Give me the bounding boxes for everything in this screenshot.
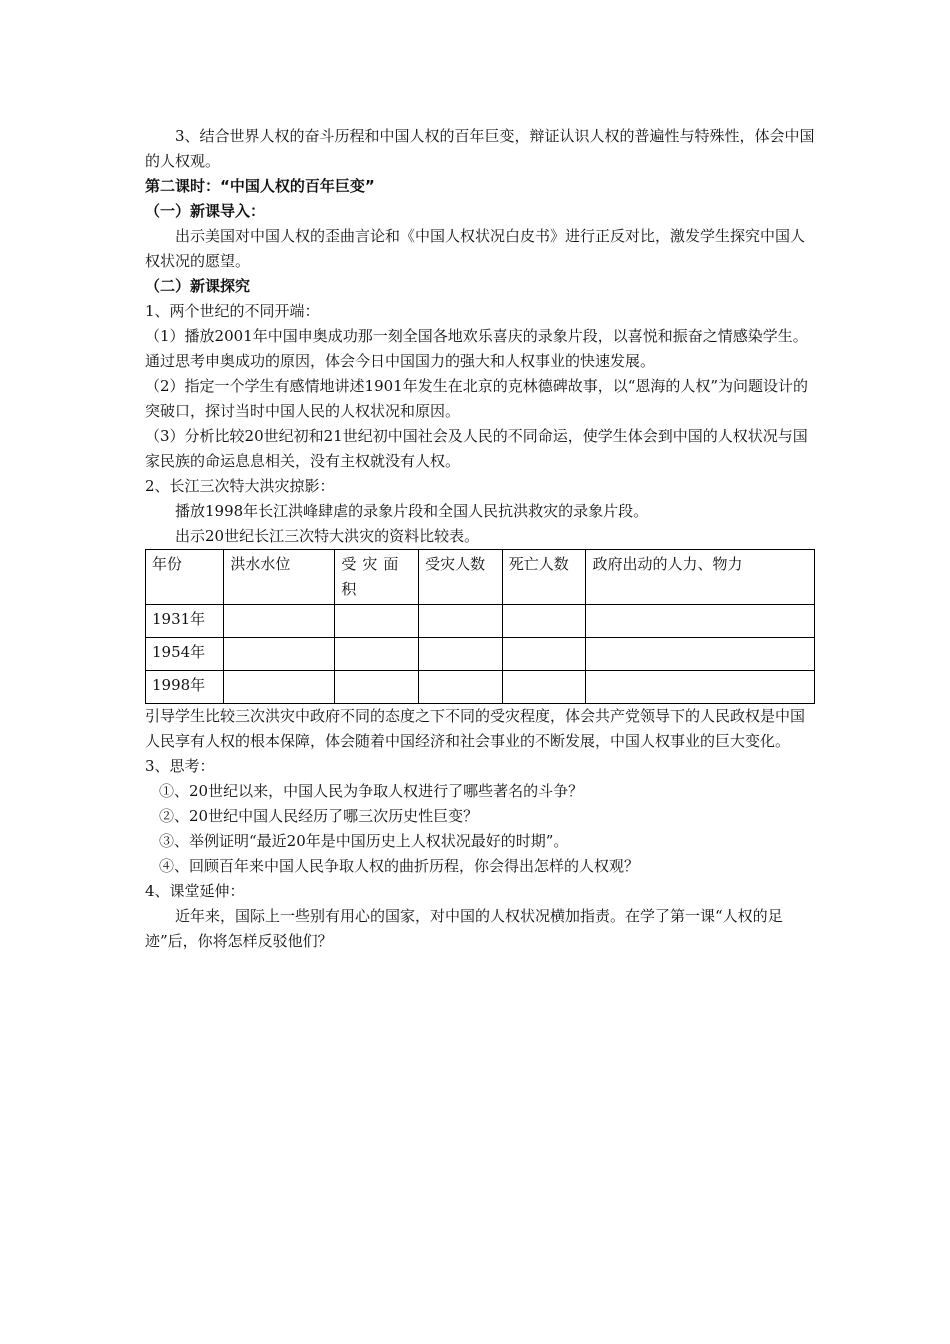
part-3-title: 3、思考： xyxy=(145,757,215,775)
row-year-1998: 1998年 xyxy=(146,671,224,704)
header-government-resources: 政府出动的人力、物力 xyxy=(586,550,815,605)
lesson-title: 第二课时：“中国人权的百年巨变” xyxy=(145,177,375,195)
section-1-text: 出示美国对中国人权的歪曲言论和《中国人权状况白皮书》进行正反对比，激发学生探究中国人权状况的愿望。 xyxy=(145,227,806,270)
row-year-1931: 1931年 xyxy=(146,605,224,638)
flood-comparison-table xyxy=(145,549,815,704)
goal-3-paragraph: 3、结合世界人权的奋斗历程和中国人权的百年巨变，辩证认识人权的普遍性与特殊性，体会中国的人权观。 xyxy=(145,127,815,170)
part-1-item-1: （1）播放2001年中国申奥成功那一刻全国各地欢乐喜庆的录象片段，以喜悦和振奋之情感染学生。通过思考申奥成功的原因，体会今日中国国力的强大和人权事业的快速发展。 xyxy=(145,327,808,370)
question-3: ③、举例证明“最近20年是中国历史上人权状况最好的时期”。 xyxy=(159,832,569,850)
part-2-line-1: 播放1998年长江洪峰肆虐的录象片段和全国人民抗洪救灾的录象片段。 xyxy=(175,502,649,520)
part-2-line-2: 出示20世纪长江三次特大洪灾的资料比较表。 xyxy=(175,527,480,545)
table-row xyxy=(146,638,815,671)
question-2: ②、20世纪中国人民经历了哪三次历史性巨变？ xyxy=(159,807,479,825)
header-affected-area: 受灾面积 xyxy=(335,550,419,605)
header-deaths: 死亡人数 xyxy=(502,550,586,605)
question-1: ①、20世纪以来，中国人民为争取人权进行了哪些著名的斗争？ xyxy=(159,782,584,800)
part-1-title: 1、两个世纪的不同开端： xyxy=(145,302,320,320)
header-affected-people: 受灾人数 xyxy=(419,550,503,605)
table-row xyxy=(146,671,815,704)
part-2-title: 2、长江三次特大洪灾掠影： xyxy=(145,477,335,495)
table-header-row xyxy=(146,550,815,605)
header-year: 年份 xyxy=(146,550,224,605)
document-page xyxy=(145,124,815,954)
part-1-item-3: （3）分析比较20世纪初和21世纪初中国社会及人民的不同命运，使学生体会到中国的人权状况与国家民族的命运息息相关，没有主权就没有人权。 xyxy=(145,427,808,470)
part-4-title: 4、课堂延伸： xyxy=(145,882,245,900)
table-row xyxy=(146,605,815,638)
part-4-text: 近年来，国际上一些别有用心的国家，对中国的人权状况横加指责。在学了第一课“人权的足迹”后，你将怎样反驳他们？ xyxy=(145,907,783,950)
part-1-item-2: （2）指定一个学生有感情地讲述1901年发生在北京的克林德碑故事，以“恩海的人权”为问题设计的突破口，探讨当时中国人民的人权状况和原因。 xyxy=(145,377,809,420)
section-1-title: （一）新课导入： xyxy=(145,202,266,220)
question-4: ④、回顾百年来中国人民争取人权的曲折历程，你会得出怎样的人权观？ xyxy=(159,857,640,875)
header-water-level: 洪水水位 xyxy=(224,550,335,605)
section-2-title: （二）新课探究 xyxy=(145,277,251,295)
part-2-after-table: 引导学生比较三次洪灾中政府不同的态度之下不同的受灾程度，体会共产党领导下的人民政权是中国人民享有人权的根本保障，体会随着中国经济和社会事业的不断发展，中国人权事业的巨大变化。 xyxy=(145,707,806,750)
row-year-1954: 1954年 xyxy=(146,638,224,671)
